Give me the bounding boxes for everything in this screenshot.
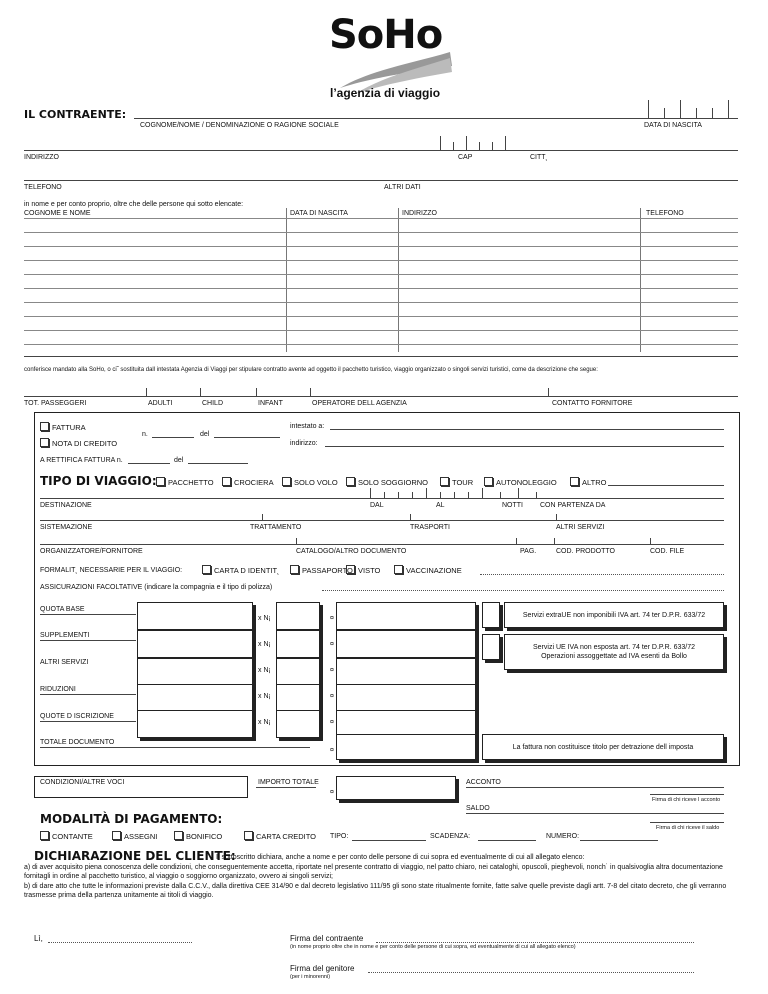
quota-base-currency: ¤ [330, 615, 334, 622]
pagamento-title: MODALITÀ DI PAGAMENTO: [40, 812, 223, 826]
option-crociera[interactable]: CROCIERA [222, 477, 274, 488]
rettifica-del-label: del [174, 457, 184, 464]
nome-label: COGNOME/NOME / DENOMINAZIONE O RAGIONE SOCIALE [140, 122, 339, 129]
firma-acconto-line[interactable] [650, 794, 724, 795]
option-bonifico[interactable]: BONIFICO [174, 831, 222, 842]
li-label: Lì, [34, 934, 43, 943]
operatore-label: OPERATORE DELL AGENZIA [312, 400, 407, 407]
nota-credito-checkbox[interactable]: NOTA DI CREDITO [40, 438, 117, 449]
passeggeri-line[interactable] [24, 396, 738, 397]
note1-checkbox[interactable] [482, 602, 500, 628]
contraente-title: IL CONTRAENTE: [24, 108, 127, 121]
altri-servizi-importo-label: ALTRI SERVIZI [40, 659, 89, 666]
firma-acconto-label: Firma di chi riceve l acconto [652, 797, 721, 803]
tipo-label: TIPO: [330, 833, 349, 840]
logo-tagline: l’agenzia di viaggio [330, 86, 441, 100]
condizioni-label: CONDIZIONI/ALTRE VOCI [40, 779, 125, 786]
telefono-label: TELEFONO [24, 184, 62, 191]
quota-base-total[interactable] [336, 602, 476, 630]
option-visto[interactable]: VISTO [346, 565, 380, 576]
col-nome: COGNOME E NOME [24, 210, 91, 217]
supplementi-xn: x N¡ [258, 641, 271, 648]
scadenza-label: SCADENZA: [430, 833, 471, 840]
totale-amount[interactable] [336, 734, 476, 760]
numero-line[interactable] [580, 840, 658, 841]
firma-genitore-label: Firma del genitore [290, 964, 355, 973]
option-carta-identita[interactable]: CARTA D IDENTIT˛ [202, 565, 280, 576]
altri-servizi-total[interactable] [336, 658, 476, 686]
col-indirizzo: INDIRIZZO [402, 210, 437, 217]
option-solo-soggiorno[interactable]: SOLO SOGGIORNO [346, 477, 428, 488]
option-vaccinazione[interactable]: VACCINAZIONE [394, 565, 462, 576]
option-altro[interactable]: ALTRO [570, 477, 606, 488]
option-assegni[interactable]: ASSEGNI [112, 831, 157, 842]
fattura-del-line[interactable] [214, 437, 280, 438]
indirizzo-label: INDIRIZZO [24, 154, 59, 161]
table-row[interactable] [24, 232, 738, 233]
riduzioni-xn: x N¡ [258, 693, 271, 700]
col-telefono: TELEFONO [646, 210, 684, 217]
altri-servizi-amount[interactable] [137, 658, 253, 686]
firma-contraente-dots[interactable] [376, 942, 694, 943]
supplementi-total[interactable] [336, 630, 476, 658]
dichiarazione-a: a) di aver acquisito piena conoscenza delle condizioni, che conseguentemente accetta, riportate nel presente contratto di viaggio, nel patto chiaro, nei cataloghi, opuscoli, pieghevoli, nonch˙ in qualsivoglia altra documentazione fornitagli in ordine al pacchetto turistico, al viaggio o soggiorno organizzato, ovvero ai singoli servizi; [24, 864, 723, 880]
importo-totale-label: IMPORTO TOTALE [258, 779, 319, 786]
cod-prodotto-label: COD. PRODOTTO [556, 548, 615, 555]
supplementi-amount[interactable] [137, 630, 253, 658]
col-nascita: DATA DI NASCITA [290, 210, 348, 217]
contraente-name-line[interactable] [134, 118, 738, 119]
dal-label: DAL [370, 502, 384, 509]
option-passaporto[interactable]: PASSAPORTO [290, 565, 353, 576]
table-row[interactable] [24, 316, 738, 317]
condizioni-box[interactable] [34, 776, 248, 798]
quota-base-amount[interactable] [137, 602, 253, 630]
firma-contraente-label: Firma del contraente [290, 934, 364, 943]
iscrizione-amount[interactable] [137, 710, 253, 738]
supplementi-currency: ¤ [330, 641, 334, 648]
option-pacchetto[interactable]: PACCHETTO [156, 477, 214, 488]
iscrizione-xn: x N¡ [258, 719, 271, 726]
option-autonoleggio[interactable]: AUTONOLEGGIO [484, 477, 557, 488]
table-row[interactable] [24, 274, 738, 275]
quota-base-label: QUOTA BASE [40, 606, 85, 613]
importo-totale-box[interactable] [336, 776, 456, 800]
option-carta-credito[interactable]: CARTA CREDITO [244, 831, 316, 842]
altri-servizi-xn: x N¡ [258, 667, 271, 674]
note2-box: Servizi UE IVA non esposta art. 74 ter D.P.R. 633/72 Operazioni assoggettate ad IVA esenti da Bollo [504, 634, 724, 670]
table-row[interactable] [24, 288, 738, 289]
altri-servizi-currency: ¤ [330, 667, 334, 674]
trasporti-label: TRASPORTI [410, 524, 450, 531]
sistemazione-line[interactable] [40, 520, 724, 521]
cap-label: CAP [458, 154, 473, 161]
fattura-del-label: del [200, 431, 210, 438]
al-label: AL [436, 502, 445, 509]
fattura-checkbox[interactable]: FATTURA [40, 422, 86, 433]
saldo-label: SALDO [466, 805, 490, 812]
quota-base-qty[interactable] [276, 602, 320, 630]
rettifica-n-line[interactable] [128, 463, 170, 464]
tipo-viaggio-title: TIPO DI VIAGGIO: [40, 474, 157, 488]
table-row[interactable] [24, 330, 738, 331]
firma-saldo-label: Firma di chi riceve il saldo [656, 825, 720, 831]
totale-currency: ¤ [330, 747, 334, 754]
table-row[interactable] [24, 260, 738, 261]
nascita-label: DATA DI NASCITA [644, 122, 702, 129]
telefono-line[interactable] [24, 180, 738, 181]
intestato-line[interactable] [330, 429, 724, 430]
option-contante[interactable]: CONTANTE [40, 831, 93, 842]
note3-box: La fattura non costituisce titolo per detrazione dell imposta [482, 734, 724, 760]
cod-file-label: COD. FILE [650, 548, 685, 555]
riduzioni-qty[interactable] [276, 684, 320, 712]
destinazione-line[interactable] [40, 498, 724, 499]
fattura-n-line[interactable] [152, 437, 194, 438]
sistemazione-label: SISTEMAZIONE [40, 524, 93, 531]
dichiarazione-title: DICHIARAZIONE DEL CLIENTE: [34, 849, 236, 863]
iscrizione-currency: ¤ [330, 719, 334, 726]
fattura-indirizzo-line[interactable] [325, 446, 724, 447]
note1-box: Servizi extraUE non imponibili IVA art. 74 ter D.P.R. 633/72 [504, 602, 724, 628]
firma-genitore-dots[interactable] [368, 972, 694, 973]
acconto-label: ACCONTO [466, 779, 501, 786]
pag-label: PAG. [520, 548, 537, 555]
table-row[interactable] [24, 246, 738, 247]
numero-label: NUMERO: [546, 833, 580, 840]
riduzioni-total[interactable] [336, 684, 476, 712]
destinazione-label: DESTINAZIONE [40, 502, 92, 509]
dichiarazione-b: b) di dare atto che tutte le informazioni previste dalla C.C.V., dalla direttiva CEE 314/90 e dal decreto legislativo 111/95 gli sono state ritualmente fornite, fatte salve quelle previste dagli artt. 7-8 del citato decreto, che gli verranno trasmesse prima della partenza unitamente ai titoli di viaggio. [24, 883, 727, 899]
option-solo-volo[interactable]: SOLO VOLO [282, 477, 338, 488]
fattura-n-label: n. [142, 431, 148, 438]
citta-label: CITT˛ [530, 154, 548, 161]
formalita-dots[interactable] [480, 574, 724, 575]
supplementi-label: SUPPLEMENTI [40, 632, 90, 639]
firma-saldo-line[interactable] [650, 822, 724, 823]
indirizzo-line[interactable] [24, 150, 738, 151]
importo-currency: ¤ [330, 789, 334, 796]
iscrizione-label: QUOTE D ISCRIZIONE [40, 713, 114, 720]
contatto-label: CONTATTO FORNITORE [552, 400, 633, 407]
riduzioni-currency: ¤ [330, 693, 334, 700]
organizzatore-line[interactable] [40, 544, 724, 545]
option-tour[interactable]: TOUR [440, 477, 473, 488]
assicurazioni-label: ASSICURAZIONI FACOLTATIVE (indicare la compagnia e il tipo di polizza) [40, 584, 273, 591]
logo-brand: SoHo [329, 12, 443, 58]
rettifica-del-line[interactable] [188, 463, 248, 464]
altri-dati-label: ALTRI DATI [384, 184, 421, 191]
mandato-text: conferisce mandato alla SoHo, o ci˜ sostituita dall intestata Agenzia di Viaggi per stipulare contratto avente ad oggetto il pacchetto turistico, viaggio organizzato o singoli servizi turistici, come da descrizione che segue: [24, 367, 598, 373]
notti-label: NOTTI [502, 502, 523, 509]
scadenza-line[interactable] [478, 840, 536, 841]
altro-line[interactable] [608, 485, 724, 486]
saldo-line[interactable] [466, 813, 724, 814]
trattamento-label: TRATTAMENTO [250, 524, 302, 531]
organizzatore-label: ORGANIZZATORE/FORNITORE [40, 548, 143, 555]
note2-checkbox[interactable] [482, 634, 500, 660]
partenza-label: CON PARTENZA DA [540, 502, 606, 509]
tot-passeggeri-label: TOT. PASSEGGERI [24, 400, 87, 407]
catalogo-label: CATALOGO/ALTRO DOCUMENTO [296, 548, 407, 555]
iscrizione-qty[interactable] [276, 710, 320, 738]
fattura-indirizzo-label: indirizzo: [290, 440, 318, 447]
firma-contraente-note: (in nome proprio oltre che in nome e per conto delle persone di cui sopra, ed eventualmente di cui all allegato elenco) [290, 944, 576, 950]
acconto-line[interactable] [466, 787, 724, 788]
firma-genitore-note: (per i minorenni) [290, 974, 331, 980]
persone-intro: in nome e per conto proprio, oltre che delle persone qui sotto elencate: [24, 201, 244, 208]
child-label: CHILD [202, 400, 224, 407]
table-row[interactable] [24, 356, 738, 357]
totale-label: TOTALE DOCUMENTO [40, 739, 115, 746]
adulti-label: ADULTI [148, 400, 173, 407]
intestato-label: intestato a: [290, 423, 325, 430]
formalita-label: FORMALIT˛ NECESSARIE PER IL VIAGGIO: [40, 567, 183, 574]
assicurazioni-dots[interactable] [322, 590, 724, 591]
supplementi-qty[interactable] [276, 630, 320, 658]
dichiarazione-intro: Il sottoscritto dichiara, anche a nome e per conto delle persone di cui sopra ed eventualmente di cui all allegato elenco: [216, 854, 585, 861]
altri-servizi-qty[interactable] [276, 658, 320, 686]
altri-servizi-label: ALTRI SERVIZI [556, 524, 605, 531]
li-dots[interactable] [48, 942, 192, 943]
tipo-line[interactable] [352, 840, 426, 841]
rettifica-label: A RETTIFICA FATTURA n. [40, 457, 123, 464]
quota-base-xn: x N¡ [258, 615, 271, 622]
riduzioni-label: RIDUZIONI [40, 686, 76, 693]
riduzioni-amount[interactable] [137, 684, 253, 712]
infant-label: INFANT [258, 400, 283, 407]
table-row[interactable] [24, 302, 738, 303]
table-row[interactable] [24, 344, 738, 345]
